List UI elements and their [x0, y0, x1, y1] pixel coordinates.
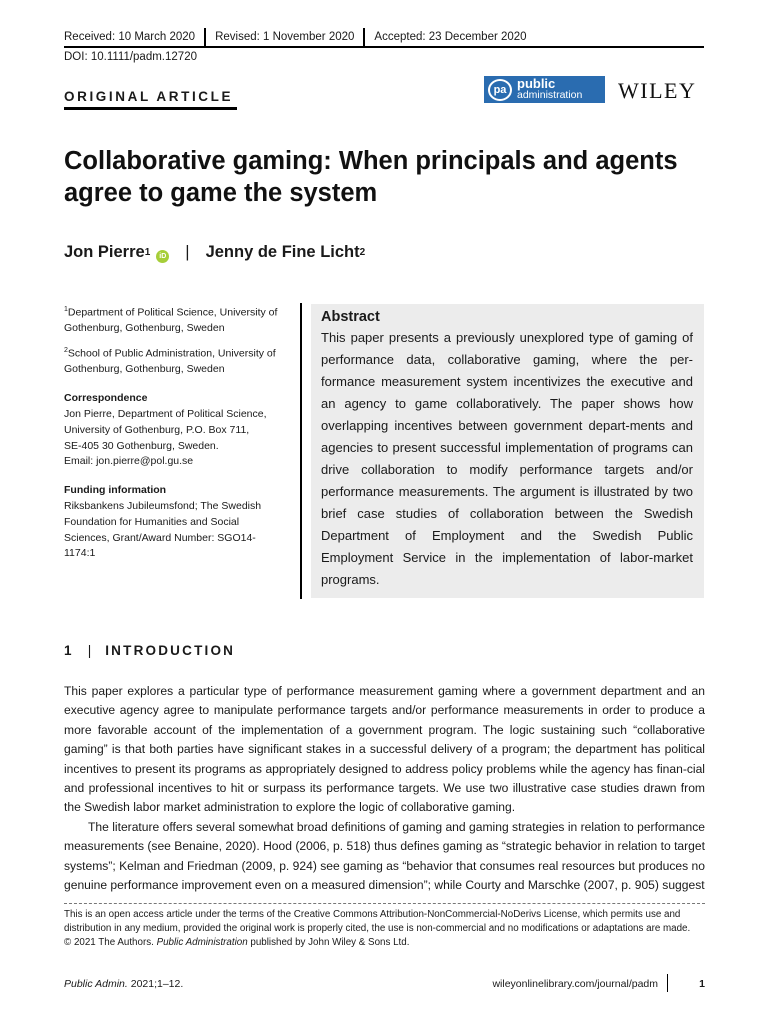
- affiliation-text: Department of Political Science, University of Gothenburg, Gothenburg, Sweden: [64, 306, 278, 335]
- author-affiliation-marker: 1: [144, 247, 151, 258]
- received-date: Received: 10 March 2020: [64, 31, 196, 43]
- article-type: ORIGINAL ARTICLE: [64, 89, 234, 104]
- copyright-prefix: © 2021 The Authors.: [64, 937, 157, 948]
- date-divider: [363, 28, 365, 46]
- page-number: 1: [699, 978, 705, 990]
- copyright-suffix: published by John Wiley & Sons Ltd.: [247, 937, 410, 948]
- correspondence-line: Jon Pierre, Department of Political Science,: [64, 407, 267, 420]
- page-footer: [64, 978, 705, 992]
- author-separator: |: [185, 243, 190, 261]
- correspondence-line: SE-405 30 Gothenburg, Sweden.: [64, 439, 219, 452]
- funding-heading: Funding information: [64, 484, 167, 497]
- citation-line: [64, 978, 183, 990]
- column-divider: [300, 303, 302, 599]
- journal-url[interactable]: wileyonlinelibrary.com/journal/padm: [492, 978, 658, 990]
- section-heading: [64, 643, 235, 658]
- footnote-rule: [64, 903, 705, 904]
- author-list: [64, 243, 365, 262]
- correspondence-email[interactable]: Email: jon.pierre@pol.gu.se: [64, 455, 194, 468]
- revised-date: Revised: 1 November 2020: [215, 31, 355, 43]
- copyright-journal: Public Administration: [156, 937, 248, 948]
- orcid-icon[interactable]: iD: [156, 250, 169, 263]
- affiliation: [64, 343, 284, 378]
- section-title: INTRODUCTION: [105, 643, 236, 658]
- journal-logo-line2: administration: [517, 89, 583, 101]
- journal-logo-line1: public: [517, 76, 556, 91]
- affiliation-number: 1: [64, 306, 68, 313]
- date-divider: [204, 28, 206, 46]
- section-separator: |: [87, 643, 92, 658]
- doi[interactable]: DOI: 10.1111/padm.12720: [64, 51, 197, 63]
- affiliation: [64, 302, 284, 337]
- author-name[interactable]: Jenny de Fine Licht: [205, 243, 360, 261]
- copyright-line: [64, 936, 705, 950]
- article-title: Collaborative gaming: When principals and agents agree to game the system: [64, 147, 678, 207]
- abstract-box: [311, 304, 704, 598]
- author-affiliation-marker: 2: [359, 247, 366, 258]
- body-text: [64, 682, 705, 895]
- footer-divider: [667, 974, 669, 992]
- journal-logo-name: [517, 78, 582, 101]
- funding-text: Riksbankens Jubileumsfond; The Swedish Foundation for Humanities and Social Sciences, Grant/Award Number: SGO14-1174:1: [64, 499, 262, 560]
- section-number: 1: [64, 643, 74, 658]
- accepted-date: Accepted: 23 December 2020: [374, 31, 527, 43]
- affiliation-text: School of Public Administration, University of Gothenburg, Gothenburg, Sweden: [64, 347, 276, 376]
- journal-logo-mark: pa: [488, 79, 512, 101]
- article-type-underline: [64, 107, 237, 110]
- correspondence-line: University of Gothenburg, P.O. Box 711,: [64, 423, 250, 436]
- journal-abbrev: Public Admin.: [64, 978, 128, 990]
- affiliation-number: 2: [64, 347, 68, 355]
- correspondence-heading: Correspondence: [64, 392, 148, 405]
- publisher-logo[interactable]: WILEY: [618, 78, 697, 103]
- license-text: This is an open access article under the terms of the Creative Commons Attribution-NonCommercial-NoDerivs License, which permits use and distribution in any medium, provided the original work is properly cited, the use is non-commercial and no modifications or adaptations are made.: [64, 909, 691, 934]
- article-history: [64, 28, 704, 46]
- journal-logo[interactable]: [484, 76, 605, 103]
- abstract-text: This paper presents a previously unexplored type of gaming of performance data, collaborative gaming, where the per-formance measurement system incentivizes the executive and an agency to game collaboratively. The paper shows how overlapping incentives between government depart-ments and agencies to present successful implementation of programs can drive collaboration to modify performance targets and/or performance measurements. The argument is illustrated by two brief case studies of collaboration between the Swedish Department of Employment and the Swedish Public Employment Service in the implementation of labor-market programs.: [321, 330, 693, 587]
- paragraph: This paper explores a particular type of performance measurement gaming where a government department and an executive agency agree to manipulate performance targets and/or performance measurements in order to produce a more favorable account of the implementation of a government program. The logic sustaining such “collaborative gaming” is that both parties have significant stakes in a successful delivery of a program; the department has political incentives to present its programs as appropriately designed to address policy problems while the agency has finan-cial and professional incentives to hit or surpass its performance targets. We use two illustrative case studies drawn from the Swedish labor market administration to explore the logic of collaborative gaming.: [64, 684, 705, 815]
- paragraph: The literature offers several somewhat broad definitions of gaming and gaming strategies in relation to performance measurements (see Benaine, 2020). Hood (2006, p. 518) thus defines gaming as “strategic behavior in relation to target systems”; Kelman and Friedman (2009, p. 924) see gaming as “behavior that consumes real resources but produces no genuine performance improvement even on a measured dimension”; while Courty and Marschke (2007, p. 905) suggest: [64, 819, 705, 893]
- abstract-heading: Abstract: [321, 309, 380, 325]
- header-rule: [64, 46, 704, 48]
- volume-info: 2021;1–12.: [127, 978, 184, 990]
- license-footnote: [64, 908, 705, 950]
- article-info-column: [64, 302, 284, 562]
- author-name[interactable]: Jon Pierre: [64, 243, 145, 261]
